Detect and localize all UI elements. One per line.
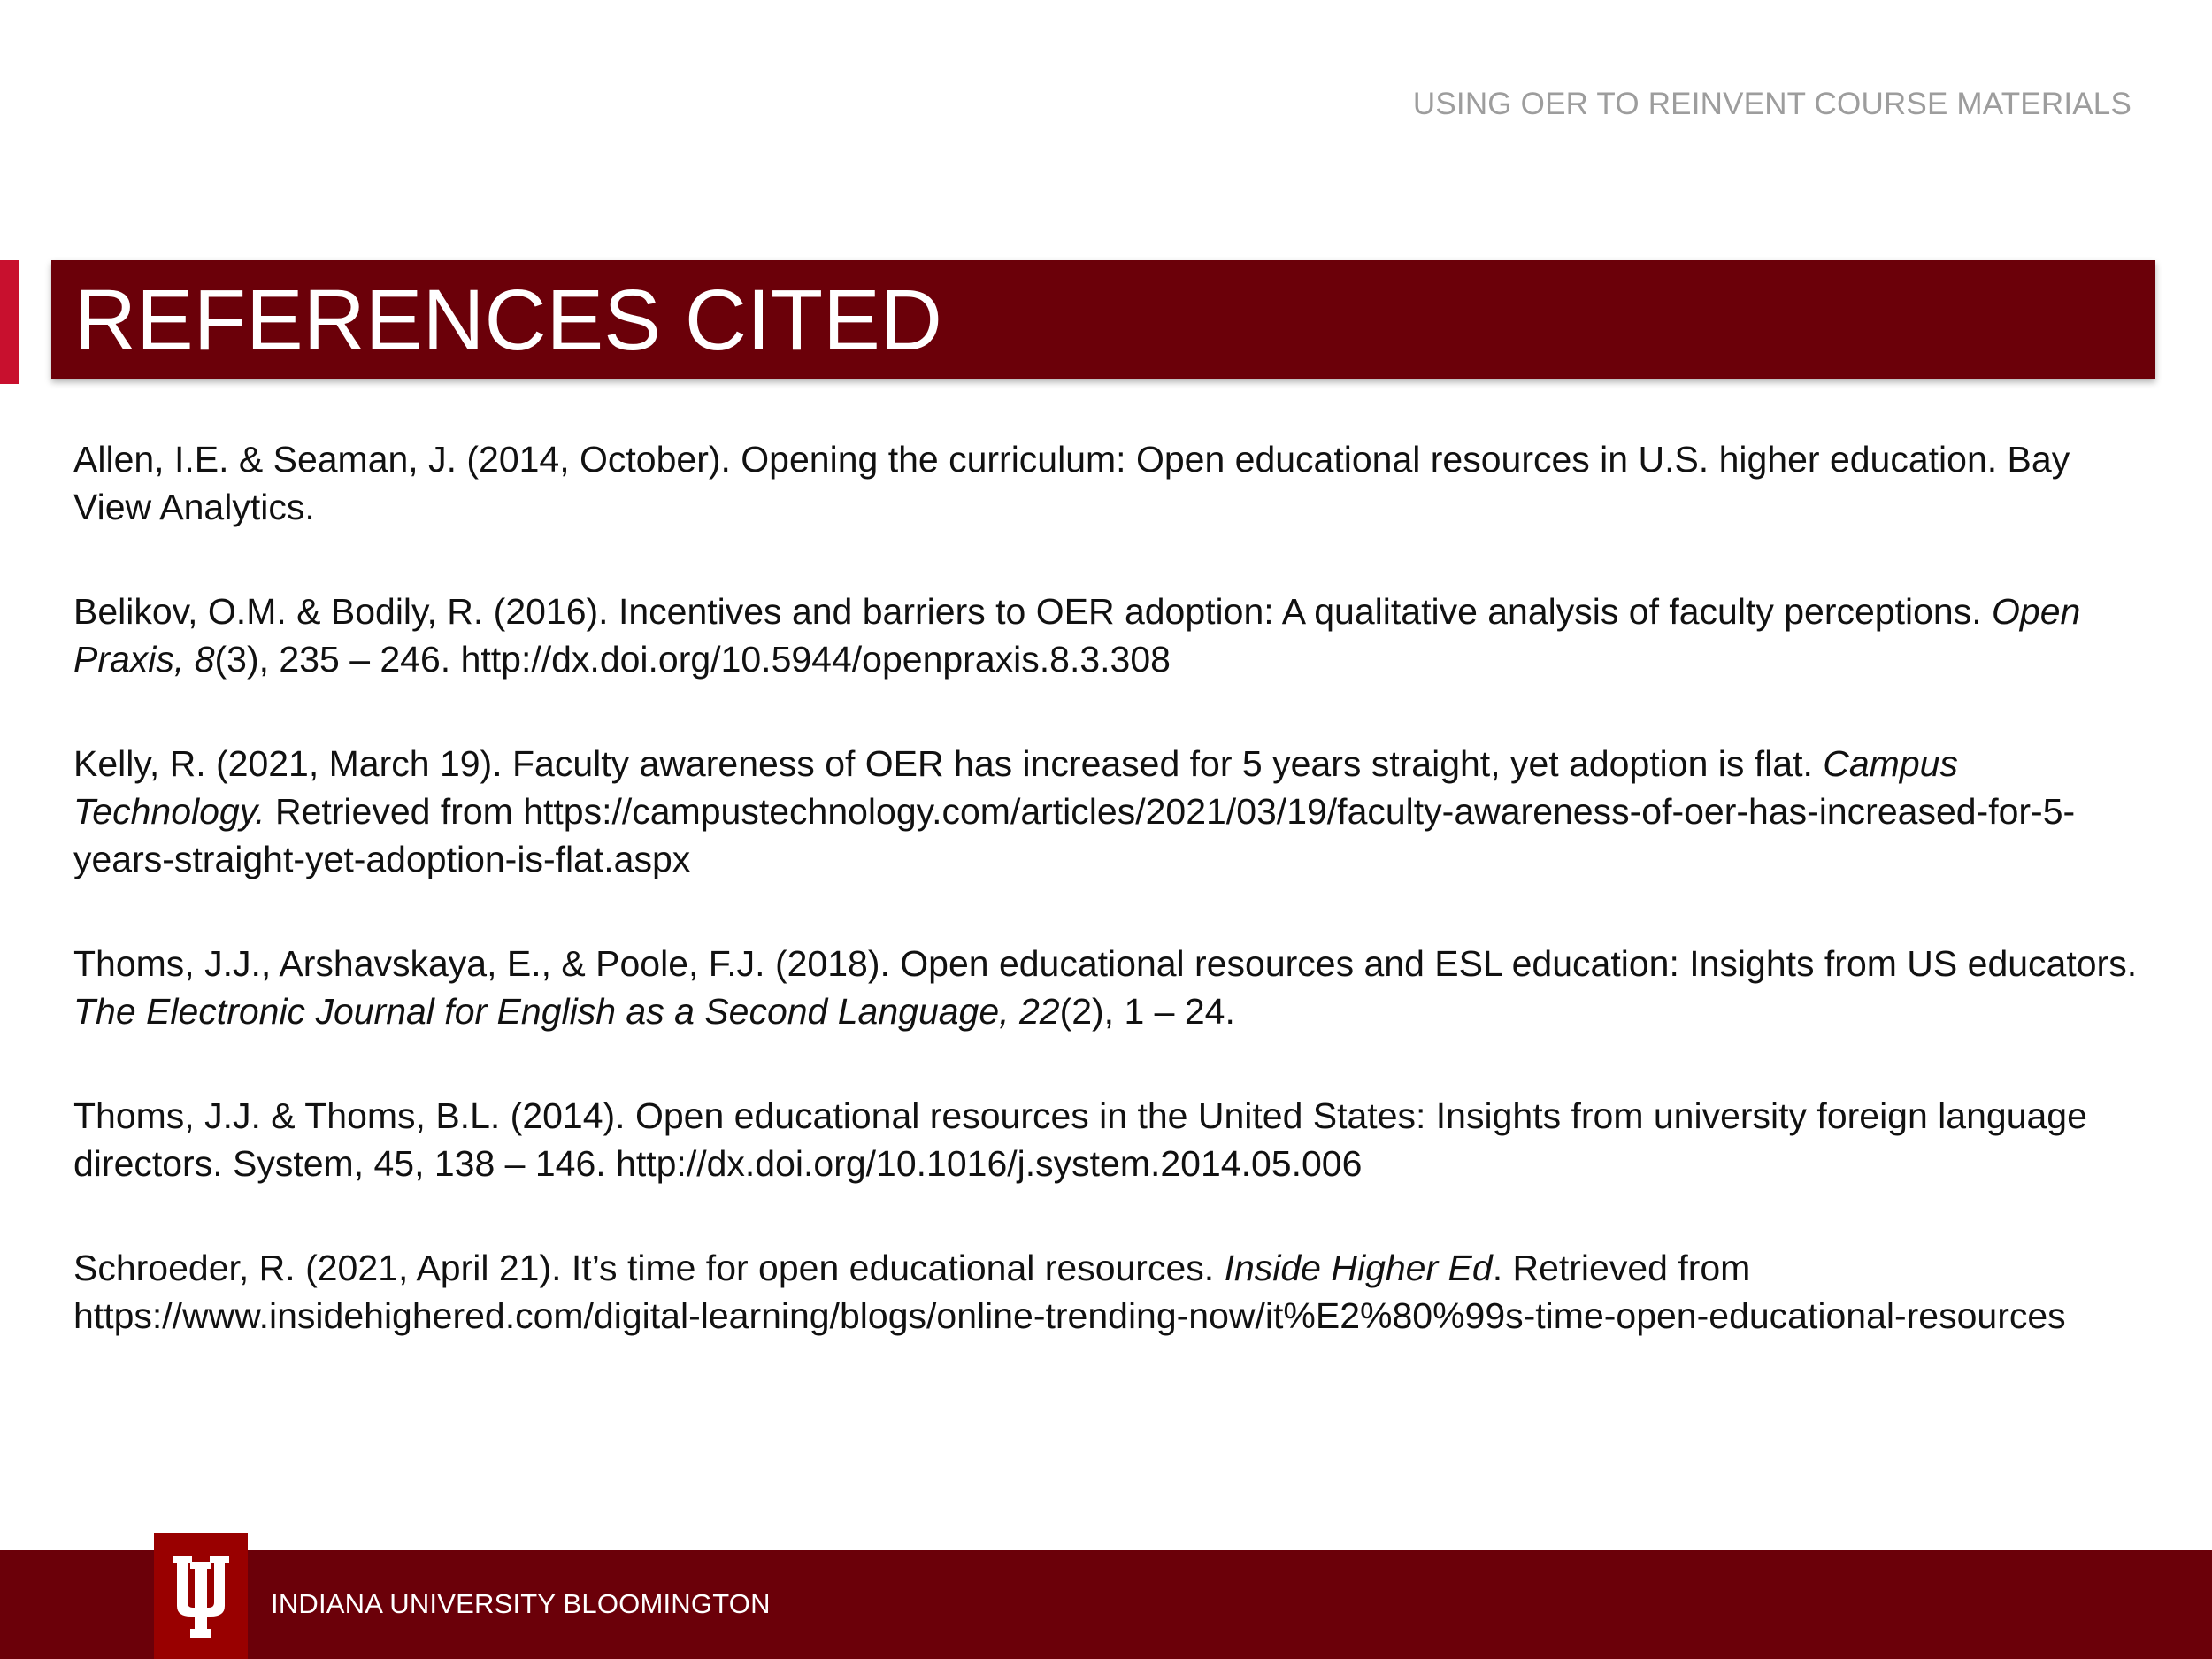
reference-text-after: (3), 235 – 246. http://dx.doi.org/10.5944/openpraxis.8.3.308	[214, 639, 1171, 680]
reference-item	[73, 435, 2144, 531]
references-list	[73, 435, 2144, 1396]
running-header: USING OER TO REINVENT COURSE MATERIALS	[1412, 87, 2131, 121]
reference-item	[73, 588, 2144, 683]
slide-title: REFERENCES CITED	[74, 272, 942, 368]
iu-trident-logo-icon	[154, 1533, 248, 1659]
reference-item	[73, 1092, 2144, 1187]
reference-text-after: . Retrieved from https://www.insidehighered.com/digital-learning/blogs/online-trending-now/it%E2%80%99s-time-open-educational-resources	[73, 1248, 2066, 1336]
reference-item	[73, 940, 2144, 1035]
reference-text: Thoms, J.J. & Thoms, B.L. (2014). Open educational resources in the United States: Insights from university foreign language directors. System, 45, 138 – 146. http://dx.doi.org/10.1016/j.system.2014.05.006	[73, 1095, 2087, 1184]
reference-text-after: Retrieved from https://campustechnology.com/articles/2021/03/19/faculty-awareness-of-oer-has-increased-for-5-years-straight-yet-adoption-is-flat.aspx	[73, 791, 2076, 879]
title-bar	[51, 260, 2155, 379]
reference-text: Schroeder, R. (2021, April 21). It’s time for open educational resources.	[73, 1248, 1225, 1288]
reference-italic: Campus Technology.	[73, 743, 1958, 832]
reference-text-after: (2), 1 – 24.	[1059, 991, 1235, 1032]
institution-name: INDIANA UNIVERSITY BLOOMINGTON	[271, 1588, 771, 1619]
reference-item	[73, 1244, 2144, 1340]
reference-text: Allen, I.E. & Seaman, J. (2014, October). Opening the curriculum: Open educational resources in U.S. higher education. Bay View Analytics.	[73, 439, 2070, 527]
reference-text: Thoms, J.J., Arshavskaya, E., & Poole, F.J. (2018). Open educational resources and ESL education: Insights from US educators.	[73, 943, 2138, 984]
reference-text: Belikov, O.M. & Bodily, R. (2016). Incentives and barriers to OER adoption: A qualitative analysis of faculty perceptions.	[73, 591, 1992, 632]
reference-italic: Open Praxis, 8	[73, 591, 2081, 680]
reference-text: Kelly, R. (2021, March 19). Faculty awareness of OER has increased for 5 years straight, yet adoption is flat.	[73, 743, 1824, 784]
reference-italic: The Electronic Journal for English as a Second Language, 22	[73, 991, 1060, 1032]
left-accent-bar	[0, 260, 19, 384]
reference-italic: Inside Higher Ed	[1224, 1248, 1493, 1288]
reference-item	[73, 740, 2144, 883]
